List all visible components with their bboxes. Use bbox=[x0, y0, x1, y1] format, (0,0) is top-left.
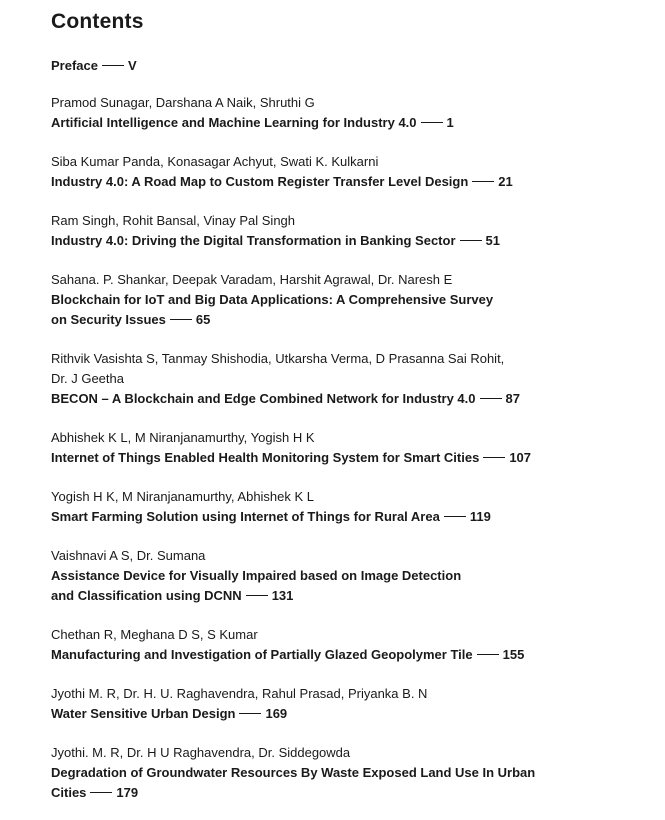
entry-title bbox=[51, 310, 641, 330]
entry-title bbox=[51, 113, 641, 133]
entry-title bbox=[51, 704, 641, 724]
entry-title-text: Cities bbox=[51, 785, 87, 800]
entry-authors: Pramod Sunagar, Darshana A Naik, Shruthi G bbox=[51, 95, 315, 110]
entry-authors: Chethan R, Meghana D S, S Kumar bbox=[51, 627, 258, 642]
entry-page-number: 21 bbox=[498, 174, 513, 189]
leader-dash bbox=[246, 595, 268, 596]
leader-dash bbox=[90, 792, 112, 793]
entry-title-text: Blockchain for IoT and Big Data Applications: A Comprehensive Survey bbox=[51, 292, 494, 307]
toc-entry[interactable] bbox=[51, 428, 641, 468]
entry-title-text: Assistance Device for Visually Impaired based on Image Detection bbox=[51, 568, 462, 583]
entry-title bbox=[51, 645, 641, 665]
entry-title-text: on Security Issues bbox=[51, 312, 166, 327]
toc-entry[interactable] bbox=[51, 546, 641, 606]
entry-title-text: Industry 4.0: A Road Map to Custom Register Transfer Level Design bbox=[51, 174, 469, 189]
entry-title bbox=[51, 586, 641, 606]
toc-entry[interactable] bbox=[51, 211, 641, 251]
toc-entry[interactable] bbox=[51, 270, 641, 330]
leader-dash bbox=[421, 122, 443, 123]
entry-title bbox=[51, 763, 641, 783]
entry-page-number: 107 bbox=[509, 450, 532, 465]
entry-authors: Ram Singh, Rohit Bansal, Vinay Pal Singh bbox=[51, 213, 296, 228]
entry-title-text: Internet of Things Enabled Health Monitoring System for Smart Cities bbox=[51, 450, 480, 465]
entry-authors: Vaishnavi A S, Dr. Sumana bbox=[51, 548, 206, 563]
contents-page bbox=[51, 10, 641, 803]
leader-dash bbox=[170, 319, 192, 320]
entry-authors: Jyothi. M. R, Dr. H U Raghavendra, Dr. Siddegowda bbox=[51, 745, 351, 760]
chapter-list bbox=[51, 93, 641, 803]
entry-title bbox=[51, 783, 641, 803]
entry-title-text: BECON – A Blockchain and Edge Combined Network for Industry 4.0 bbox=[51, 391, 476, 406]
entry-page-number: 65 bbox=[195, 312, 211, 327]
leader-dash bbox=[483, 457, 505, 458]
entry-title-text: and Classification using DCNN bbox=[51, 588, 242, 603]
leader-dash bbox=[239, 713, 261, 714]
toc-entry[interactable] bbox=[51, 684, 641, 724]
toc-entry[interactable] bbox=[51, 625, 641, 665]
entry-title bbox=[51, 231, 641, 251]
entry-authors: Sahana. P. Shankar, Deepak Varadam, Harshit Agrawal, Dr. Naresh E bbox=[51, 272, 453, 287]
toc-entry[interactable] bbox=[51, 152, 641, 192]
entry-title bbox=[51, 389, 641, 409]
entry-page-number: 169 bbox=[265, 706, 288, 721]
page-title: Contents bbox=[51, 10, 144, 33]
entry-title bbox=[51, 172, 641, 192]
entry-authors: Yogish H K, M Niranjanamurthy, Abhishek K L bbox=[51, 489, 315, 504]
entry-authors: Rithvik Vasishta S, Tanmay Shishodia, Utkarsha Verma, D Prasanna Sai Rohit, bbox=[51, 351, 505, 366]
entry-title-text: Industry 4.0: Driving the Digital Transformation in Banking Sector bbox=[51, 233, 456, 248]
toc-entry[interactable] bbox=[51, 743, 641, 803]
entry-authors: Abhishek K L, M Niranjanamurthy, Yogish H K bbox=[51, 430, 315, 445]
toc-entry[interactable] bbox=[51, 487, 641, 527]
preface-page: V bbox=[127, 58, 137, 73]
leader-dash bbox=[102, 65, 124, 66]
leader-dash bbox=[472, 181, 494, 182]
toc-entry[interactable] bbox=[51, 349, 641, 409]
entry-title-text: Water Sensitive Urban Design bbox=[51, 706, 236, 721]
entry-title-text: Artificial Intelligence and Machine Learning for Industry 4.0 bbox=[51, 115, 417, 130]
entry-title-text: Smart Farming Solution using Internet of Things for Rural Area bbox=[51, 509, 440, 524]
entry-page-number: 131 bbox=[271, 588, 294, 603]
entry-page-number: 1 bbox=[446, 115, 454, 130]
toc-entry[interactable] bbox=[51, 93, 641, 133]
entry-authors: Jyothi M. R, Dr. H. U. Raghavendra, Rahul Prasad, Priyanka B. N bbox=[51, 686, 428, 701]
entry-page-number: 87 bbox=[505, 391, 520, 406]
preface-label: Preface bbox=[51, 58, 98, 73]
entry-page-number: 51 bbox=[485, 233, 500, 248]
preface-entry[interactable] bbox=[51, 56, 641, 76]
entry-title-text: Degradation of Groundwater Resources By Waste Exposed Land Use In Urban bbox=[51, 765, 536, 780]
entry-authors: Dr. J Geetha bbox=[51, 371, 124, 386]
leader-dash bbox=[477, 654, 499, 655]
leader-dash bbox=[460, 240, 482, 241]
entry-page-number: 179 bbox=[116, 785, 139, 800]
entry-title-text: Manufacturing and Investigation of Partially Glazed Geopolymer Tile bbox=[51, 647, 473, 662]
leader-dash bbox=[480, 398, 502, 399]
entry-page-number: 119 bbox=[469, 509, 491, 524]
entry-authors: Siba Kumar Panda, Konasagar Achyut, Swati K. Kulkarni bbox=[51, 154, 379, 169]
leader-dash bbox=[444, 516, 466, 517]
entry-title bbox=[51, 290, 641, 310]
entry-page-number: 155 bbox=[502, 647, 525, 662]
entry-title bbox=[51, 566, 641, 586]
entry-title bbox=[51, 448, 641, 468]
entry-title bbox=[51, 507, 641, 527]
